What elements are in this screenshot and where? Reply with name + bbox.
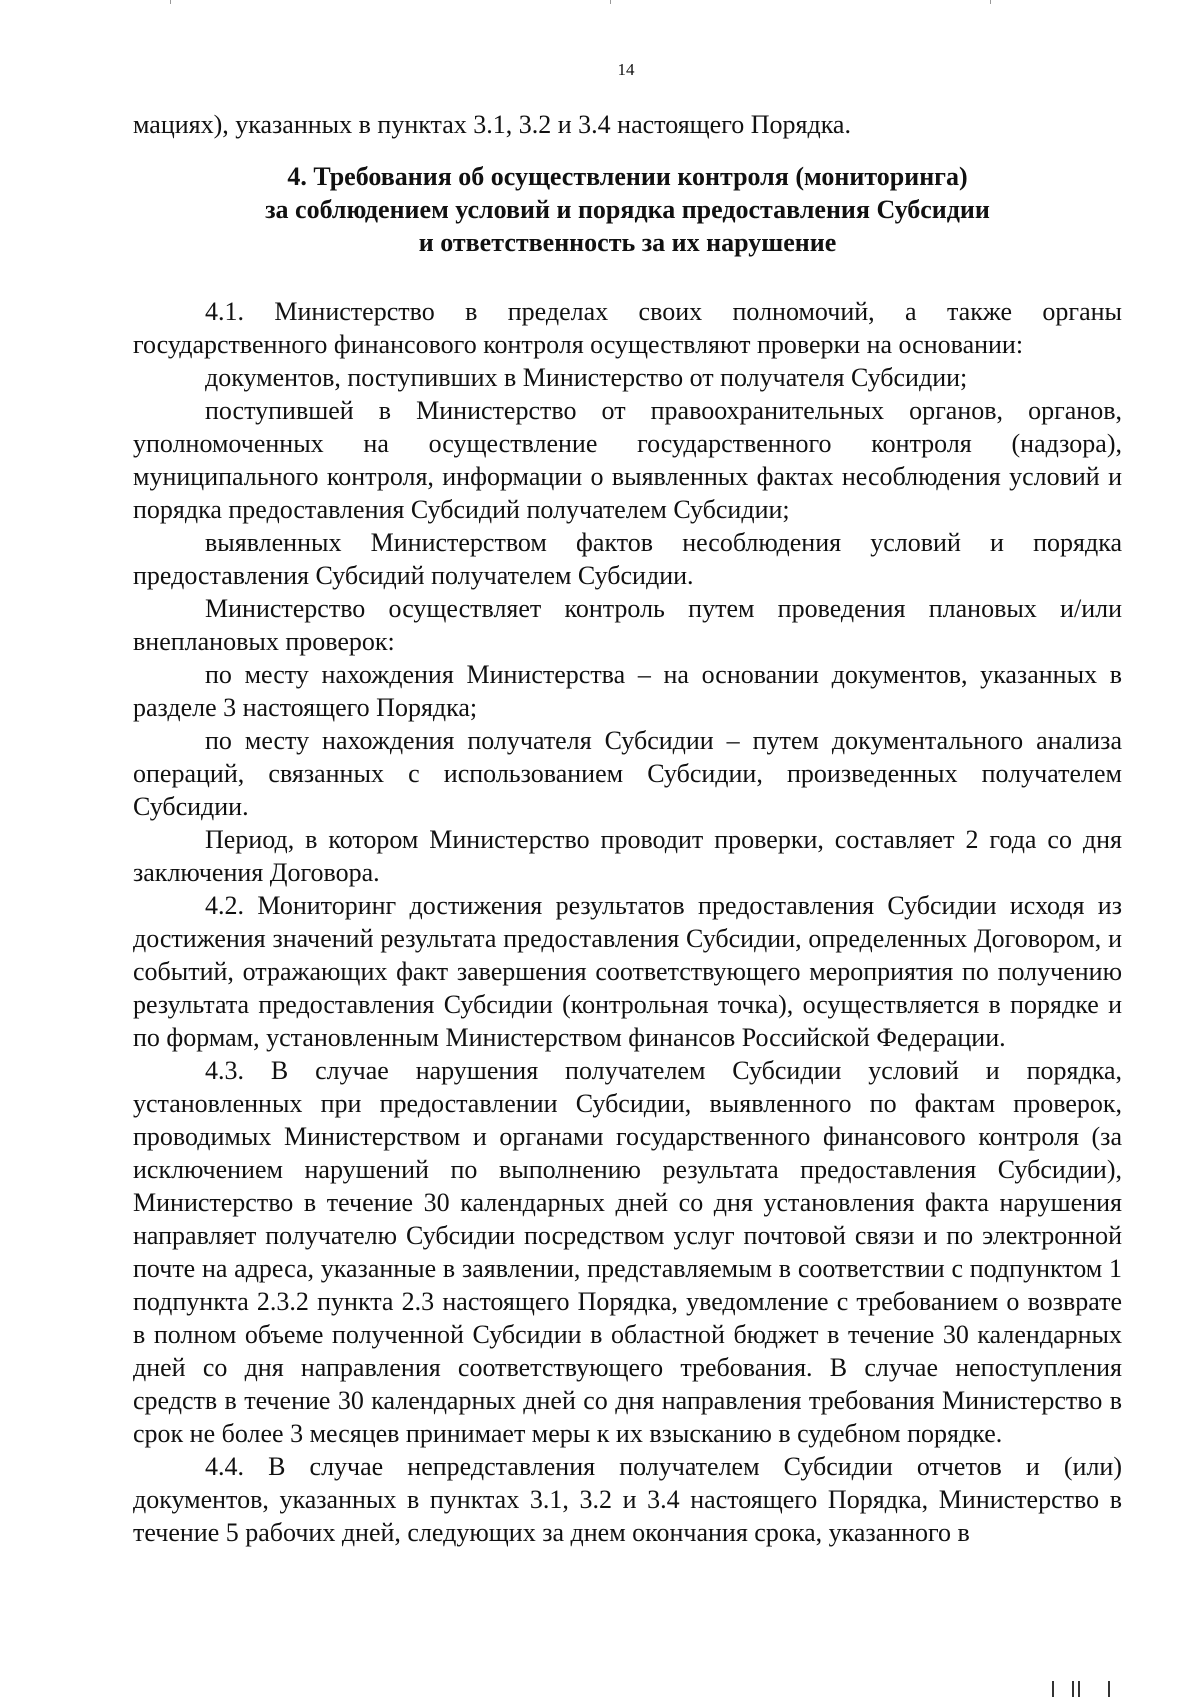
paragraph: документов, поступивших в Министерство от получателя Субсидии;: [205, 363, 968, 392]
paragraph: Период, в котором Министерство проводит проверки, составляет 2 года со дня заключения Договора.: [133, 825, 1122, 887]
scan-artifact: [1052, 1675, 1112, 1697]
paragraph: по месту нахождения Министерства – на основании документов, указанных в разделе 3 настоящего Порядка;: [133, 660, 1122, 722]
page-number: 14: [617, 60, 635, 79]
heading-line: 4. Требования об осуществлении контроля (мониторинга): [287, 162, 968, 191]
paragraph-4-3: 4.3. В случае нарушения получателем Субсидии условий и порядка, установленных при предоставлении Субсидии, выявленного по фактам проверок, проводимых Министерством и органами государственного финансового контроля (за исключением нарушений по выполнению результата предоставления Субсидии), Министерство в течение 30 календарных дней со дня установления факта нарушения направляет получателю Субсидии посредством услуг почтовой связи и по электронной почте на адреса, указанные в заявлении, представляемым в соответствии с подпунктом 1 подпункта 2.3.2 пункта 2.3 настоящего Порядка, уведомление с требованием о возврате в полном объеме полученной Субсидии в областной бюджет в течение 30 календарных дней со дня направления соответствующего требования. В случае непоступления средств в течение 30 календарных дней со дня направления требования Министерство в срок не более 3 месяцев принимает меры к их взысканию в судебном порядке.: [133, 1056, 1122, 1448]
paragraph: Министерство осуществляет контроль путем проведения плановых и/или внеплановых проверок:: [133, 594, 1122, 656]
body-text: [133, 295, 1122, 1549]
paragraph-4-1: 4.1. Министерство в пределах своих полномочий, а также органы государственного финансового контроля осуществляют проверки на основании:: [133, 297, 1122, 359]
scan-edge-mark: [610, 0, 611, 4]
paragraph: по месту нахождения получателя Субсидии – путем документального анализа операций, связанных с использованием Субсидии, произведенных получателем Субсидии.: [133, 726, 1122, 821]
paragraph-4-2: 4.2. Мониторинг достижения результатов предоставления Субсидии исходя из достижения значений результата предоставления Субсидии, определенных Договором, и событий, отражающих факт завершения соответствующего мероприятия по получению результата предоставления Субсидии (контрольная точка), осуществляется в порядке и по формам, установленным Министерством финансов Российской Федерации.: [133, 891, 1122, 1052]
paragraph-4-4: 4.4. В случае непредставления получателем Субсидии отчетов и (или) документов, указанных в пунктах 3.1, 3.2 и 3.4 настоящего Порядка, Министерство в течение 5 рабочих дней, следующих за днем окончания срока, указанного в: [133, 1452, 1122, 1547]
paragraph: выявленных Министерством фактов несоблюдения условий и порядка предоставления Субсидий получателем Субсидии.: [133, 528, 1122, 590]
scan-edge-mark: [170, 0, 171, 4]
continuation-line: мациях), указанных в пунктах 3.1, 3.2 и 3.4 настоящего Порядка.: [133, 110, 851, 139]
heading-line: и ответственность за их нарушение: [418, 228, 837, 257]
paragraph: поступившей в Министерство от правоохранительных органов, органов, уполномоченных на осуществление государственного контроля (надзора), муниципального контроля, информации о выявленных фактах несоблюдения условий и порядка предоставления Субсидий получателем Субсидии;: [133, 396, 1122, 524]
scan-edge-mark: [990, 0, 991, 4]
heading-line: за соблюдением условий и порядка предоставления Субсидии: [265, 195, 990, 224]
section-heading: [133, 160, 1122, 259]
